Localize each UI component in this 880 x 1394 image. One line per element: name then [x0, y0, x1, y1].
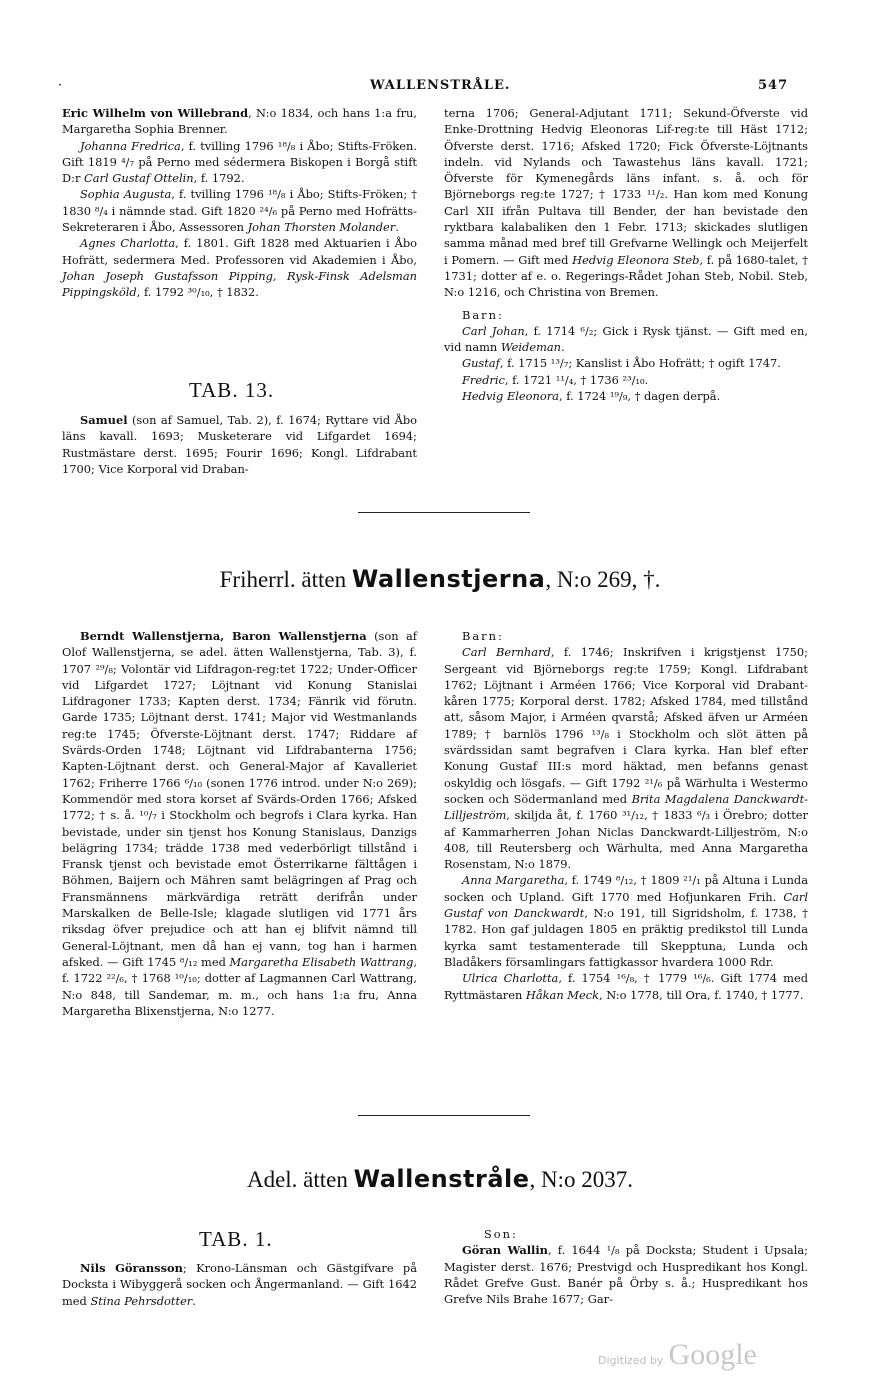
spouse-name: Johan Joseph Gustafsson Pipping, Rysk-Finsk Adelsman Pippingsköld [62, 268, 417, 300]
section-divider [358, 1115, 530, 1116]
samuel-continued: terna 1706; General-Adjutant 1711; Sekund-Öfverste vid Enke-Drottning Hedvig Eleonoras Lif-reg:te till Häst 1712; Öfverste derst. 1716; Afsked 1720; Fick Öfverste-Löjtnants indeln. vid Nylands och Tawastehus läns kavall. 1721; Öfverste för Kymenegårds läns infant. s. å. och för Björneborgs reg:te 1727; † 1733 ¹¹/₂. Han kom med Konung Carl XII ifrån Pultava till Bender, der han bevistade den ryktbara kalabaliken den 1 Febr. 1713; skickades slutligen samma månad med bref till Grefvarne Wellingk och Meijerfelt i Pomern. — Gift med Hedvig Eleonora Steb, f. på 1680-talet, † 1731; dotter af e. o. Regerings-Rådet Johan Steb, Nobil. Steb, N:o 1216, och Christina von Bremen. [444, 106, 808, 300]
entry-johanna-fredrica: Johanna Fredrica, f. tvilling 1796 ¹⁸/₈ i Åbo; Stifts-Fröken. Gift 1819 ⁴/₇ på Perno med sédermera Biskopen i Borgå stift D:r Carl Gustaf Ottelin, f. 1792. [62, 138, 417, 186]
spouse-name: Carl Gustaf Ottelin [84, 171, 194, 186]
entry-goran-wallin: Göran Wallin, f. 1644 ¹/₈ på Docksta; Student i Upsala; Magister derst. 1676; Prestvigd och Huspredikant hos Kongl. Rådet Grefve Gust. Banér på Örby s. å.; Huspredikant hos Grefve Nils Brahe 1677; Gar- [444, 1243, 808, 1307]
child-fredric: Fredric, f. 1721 ¹¹/₄, † 1736 ²³/₁₀. [462, 372, 649, 387]
child-carl-johan: Carl Johan, f. 1714 ⁶/₂; Gick i Rysk tjänst. — Gift med en, vid namn Weideman. [444, 323, 809, 355]
son-label: Son: [484, 1227, 518, 1241]
person-name: Eric Wilhelm von Willebrand [62, 106, 249, 120]
entry-nils-goransson: Nils Göransson; Krono-Länsman och Gästgifvare på Docksta i Wibyggerå socken och Ångermanland. — Gift 1642 med Stina Pehrsdotter. [62, 1261, 417, 1308]
children-label: Barn: [462, 307, 504, 322]
middle-right-column [444, 628, 808, 1003]
upper-right-column [444, 105, 808, 404]
person-name: Sophia Augusta [80, 187, 172, 202]
page-number: 547 [758, 78, 789, 93]
child-gustaf: Gustaf, f. 1715 ¹³/₇; Kanslist i Åbo Hofrätt; † ogift 1747. [462, 356, 781, 371]
watermark-small-text: Digitized by [598, 1354, 664, 1367]
person-name: Johanna Fredrica [80, 138, 181, 153]
tab-13-heading: TAB. 13. [189, 378, 275, 402]
child-hedvig-eleonora: Hedvig Eleonora, f. 1724 ¹⁹/₉, † dagen derpå. [462, 389, 721, 404]
family-name: Wallenstjerna [351, 565, 546, 593]
child-anna-margaretha: Anna Margaretha, f. 1749 ⁸/₁₂, † 1809 ²¹/₁ på Altuna i Lunda socken och Upland. Gift 1770 med Hofjunkaren Frih. Carl Gustaf von Danckwardt, N:o 191, till Sigridsholm, f. 1738, † 1782. Hon gaf juldagen 1805 en präktig predikstol till Lunda kyrka samt testamenterade till Skepptuna, Lunda och Bladåkers församlingars fattigkassor hvardera 1000 Rdr. [444, 873, 809, 969]
page-dot: · [58, 78, 63, 93]
entry-berndt-wallenstjerna: Berndt Wallenstjerna, Baron Wallenstjerna (son af Olof Wallenstjerna, se adel. ätten Wallenstjerna, Tab. 3), f. 1707 ²⁹/₈; Volontär vid Lifdragon-reg:tet 1722; Under-Officer vid Lifgardet 1727; Löjtnant vid Konung Stanislai Lifdragoner 1733; Kapten derst. 1734; Fänrik vid förutn. Garde 1735; Löjtnant derst. 1741; Major vid Westmanlands reg:te 1745; Öfverste-Löjtnant derst. 1747; Riddare af Svärds-Orden 1748; Löjtnant vid Lifdrabanterna 1756; Kapten-Löjtnant derst. och General-Major af Kavalleriet 1762; Friherre 1766 ⁶/₁₀ (sonen 1776 introd. under N:o 269); Kommendör med stora korset af Svärds-Orden 1766; Afsked 1772; † s. å. ¹⁰/₇ i Stockholm och begrofs i Clara kyrka. Han bevistade, under sin tjenst hos Konung Stanislaus, Danzigs belägring 1734; trädde 1738 med vederbörligt tillstånd i Fransk tjenst och bevistade emot Österrikarne fälttågen i Böhmen, Baijern och Mähren samt belägringen af Prag och Fransmännens märkvärdiga reträtt derifrån under Marskalken de Belle-Isle; klagade slutligen vid 1771 års riksdag öfver prejudice och att han ej blifvit nämnd till General-Löjtnant, men då han ej vann, tog han i harmen afsked. — Gift 1745 ⁸/₁₂ med Margaretha Elisabeth Wattrang, f. 1722 ²²/₆, † 1768 ¹⁰/₁₀; dotter af Lagmannen Carl Wattrang, N:o 848, till Sandemar, m. m., och hans 1:a fru, Anna Margaretha Blixenstjerna, N:o 1277. [62, 629, 417, 1018]
spouse-name: Stina Pehrsdotter [90, 1293, 193, 1308]
section-title-wallenstjerna: Friherrl. ätten Wallenstjerna, N:o 269, †. [219, 565, 661, 593]
section-divider [358, 512, 530, 513]
entry-eric-wilhelm: Eric Wilhelm von Willebrand, N:o 1834, och hans 1:a fru, Margaretha Sophia Brenner. [62, 106, 417, 137]
person-name: Berndt Wallenstjerna, Baron Wallenstjerna [80, 629, 367, 643]
person-name: Agnes Charlotta [80, 236, 176, 251]
child-ulrica-charlotta: Ulrica Charlotta, f. 1754 ¹⁶/₈, † 1779 ¹⁶/₆. Gift 1774 med Ryttmästaren Håkan Meck, N:o 1778, till Ora, f. 1740, † 1777. [444, 971, 808, 1002]
lower-right-column [444, 1226, 808, 1307]
child-carl-bernhard: Carl Bernhard, f. 1746; Inskrifven i krigstjenst 1750; Sergeant vid Björneborgs reg:te 1759; Kongl. Lifdrabant 1762; Löjtnant i Arméen 1766; Vice Korporal vid Drabant-kåren 1775; Korporal derst. 1782; Afsked 1784, med tillstånd att, såsom Major, i Arméen qvarstå; Afsked äfven ur Arméen 1789; † barnlös 1796 ¹³/₈ i Stockholm och slöt ätten på svärdssidan samt begrafven i Clara kyrka. Han blef efter Konung Gustaf III:s mord häktad, men befanns genast oskyldig och lösgafs. — Gift 1792 ²¹/₆ på Wärhulta i Westermo socken och Södermanland med Brita Magdalena Danckwardt-Lilljeström, skiljda åt, f. 1760 ³¹/₁₂, † 1833 ⁶/₃ i Örebro; dotter af Kammarherren Johan Niclas Danckwardt-Lilljeström, N:o 408, till Reutersberg och Wärhulta, med Anna Margaretha Rosenstam, N:o 1879. [444, 645, 808, 872]
spouse-name: Hedvig Eleonora Steb [572, 252, 700, 267]
person-name: Nils Göransson [80, 1261, 183, 1275]
upper-left-column [62, 105, 417, 301]
entry-agnes-charlotta: Agnes Charlotta, f. 1801. Gift 1828 med Aktuarien i Åbo Hofrätt, sedermera Med. Professoren vid Akademien i Åbo, Johan Joseph Gustafsson Pipping, Rysk-Finsk Adelsman Pippingsköld, f. 1792 ³⁰/₁₀, † 1832. [62, 236, 418, 300]
spouse-name: Johan Thorsten Molander [247, 220, 396, 235]
tab-1-heading: TAB. 1. [199, 1227, 273, 1251]
running-head: WALLENSTRÅLE. [370, 78, 511, 93]
entry-sophia-augusta: Sophia Augusta, f. tvilling 1796 ¹⁸/₈ i Åbo; Stifts-Fröken; † 1830 ⁸/₄ i nämnde stad. Gift 1820 ²⁴/₆ på Perno med Hofrätts-Sekreteraren i Åbo, Assessoren Johan Thorsten Molander. [62, 187, 418, 235]
family-name: Wallenstråle [353, 1165, 530, 1193]
person-name: Samuel [80, 413, 128, 427]
section-title-wallenstrale: Adel. ätten Wallenstråle, N:o 2037. [246, 1165, 634, 1193]
children-label: Barn: [462, 629, 504, 643]
person-name: Göran Wallin [462, 1243, 548, 1258]
samuel-entry: Samuel (son af Samuel, Tab. 2), f. 1674; Ryttare vid Åbo läns kavall. 1693; Musketerare vid Lifgardet 1694; Rustmästare derst. 1695; Fourir 1696; Kongl. Lifdrabant 1700; Vice Korporal vid Draban- [62, 413, 417, 476]
google-watermark [598, 1338, 757, 1372]
google-logo: Google [668, 1338, 757, 1371]
spouse-name: Margaretha Elisabeth Wattrang [229, 954, 414, 969]
middle-left-column [62, 628, 417, 1019]
